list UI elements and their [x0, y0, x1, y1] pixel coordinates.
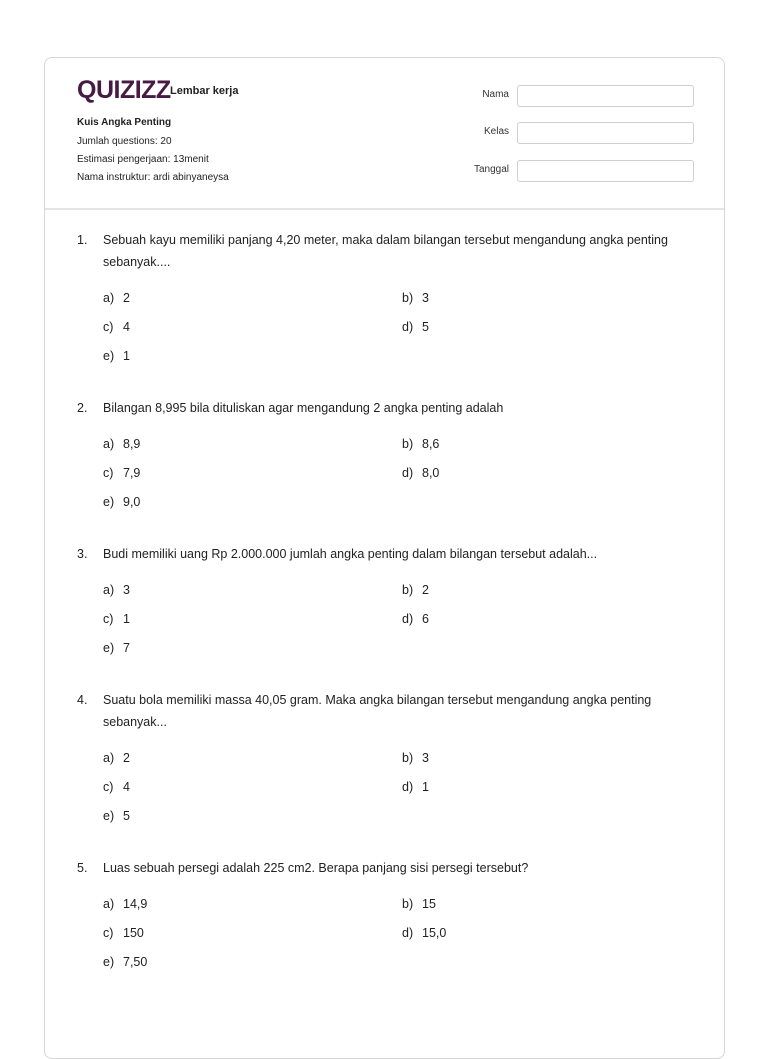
date-field[interactable]	[517, 160, 694, 182]
option-a: a) 14,9	[103, 897, 148, 911]
option-a: a) 3	[103, 583, 130, 597]
option-e: e) 7,50	[103, 955, 148, 969]
date-label: Tanggal	[473, 164, 509, 175]
option-d: d) 5	[402, 320, 429, 334]
option-e: e) 9,0	[103, 495, 141, 509]
instructor-name: Nama instruktur: ardi abinyaneysa	[77, 172, 229, 183]
option-b: b) 3	[402, 751, 429, 765]
question-text: Budi memiliki uang Rp 2.000.000 jumlah angka penting dalam bilangan tersebut adalah...	[103, 547, 598, 561]
class-label: Kelas	[483, 126, 509, 137]
worksheet-header	[45, 58, 724, 210]
option-c: c) 4	[103, 780, 130, 794]
question-number: 2.	[77, 401, 88, 415]
question-number: 4.	[77, 693, 88, 707]
option-a: a) 2	[103, 751, 130, 765]
option-a: a) 2	[103, 291, 130, 305]
name-field[interactable]	[517, 85, 694, 107]
option-d: d) 8,0	[402, 466, 440, 480]
option-e: e) 5	[103, 809, 130, 823]
quizizz-logo: QUIZIZZ	[77, 76, 171, 104]
question-text: Luas sebuah persegi adalah 225 cm2. Berapa panjang sisi persegi tersebut?	[103, 861, 529, 875]
option-b: b) 8,6	[402, 437, 440, 451]
name-label: Nama	[482, 89, 509, 100]
option-d: d) 15,0	[402, 926, 447, 940]
option-c: c) 7,9	[103, 466, 141, 480]
class-field[interactable]	[517, 122, 694, 144]
option-d: d) 6	[402, 612, 429, 626]
question-text: Bilangan 8,995 bila dituliskan agar mengandung 2 angka penting adalah	[103, 401, 504, 415]
option-b: b) 15	[402, 897, 436, 911]
quiz-title: Kuis Angka Penting	[77, 117, 172, 128]
option-a: a) 8,9	[103, 437, 141, 451]
option-b: b) 2	[402, 583, 429, 597]
option-d: d) 1	[402, 780, 429, 794]
time-estimate: Estimasi pengerjaan: 13menit	[77, 154, 209, 165]
option-e: e) 1	[103, 349, 130, 363]
option-e: e) 7	[103, 641, 130, 655]
question-text: Suatu bola memiliki massa 40,05 gram. Maka angka bilangan tersebut mengandung angka penting sebanyak...	[103, 693, 652, 729]
worksheet-label: Lembar kerja	[170, 85, 239, 97]
option-b: b) 3	[402, 291, 429, 305]
question-number: 5.	[77, 861, 88, 875]
question-number: 3.	[77, 547, 88, 561]
question-number: 1.	[77, 233, 88, 247]
option-c: c) 4	[103, 320, 130, 334]
worksheet	[44, 57, 725, 1059]
questions-count: Jumlah questions: 20	[77, 136, 172, 147]
option-c: c) 150	[103, 926, 144, 940]
question-text: Sebuah kayu memiliki panjang 4,20 meter, maka dalam bilangan tersebut mengandung angka penting sebanyak....	[103, 233, 668, 269]
option-c: c) 1	[103, 612, 130, 626]
